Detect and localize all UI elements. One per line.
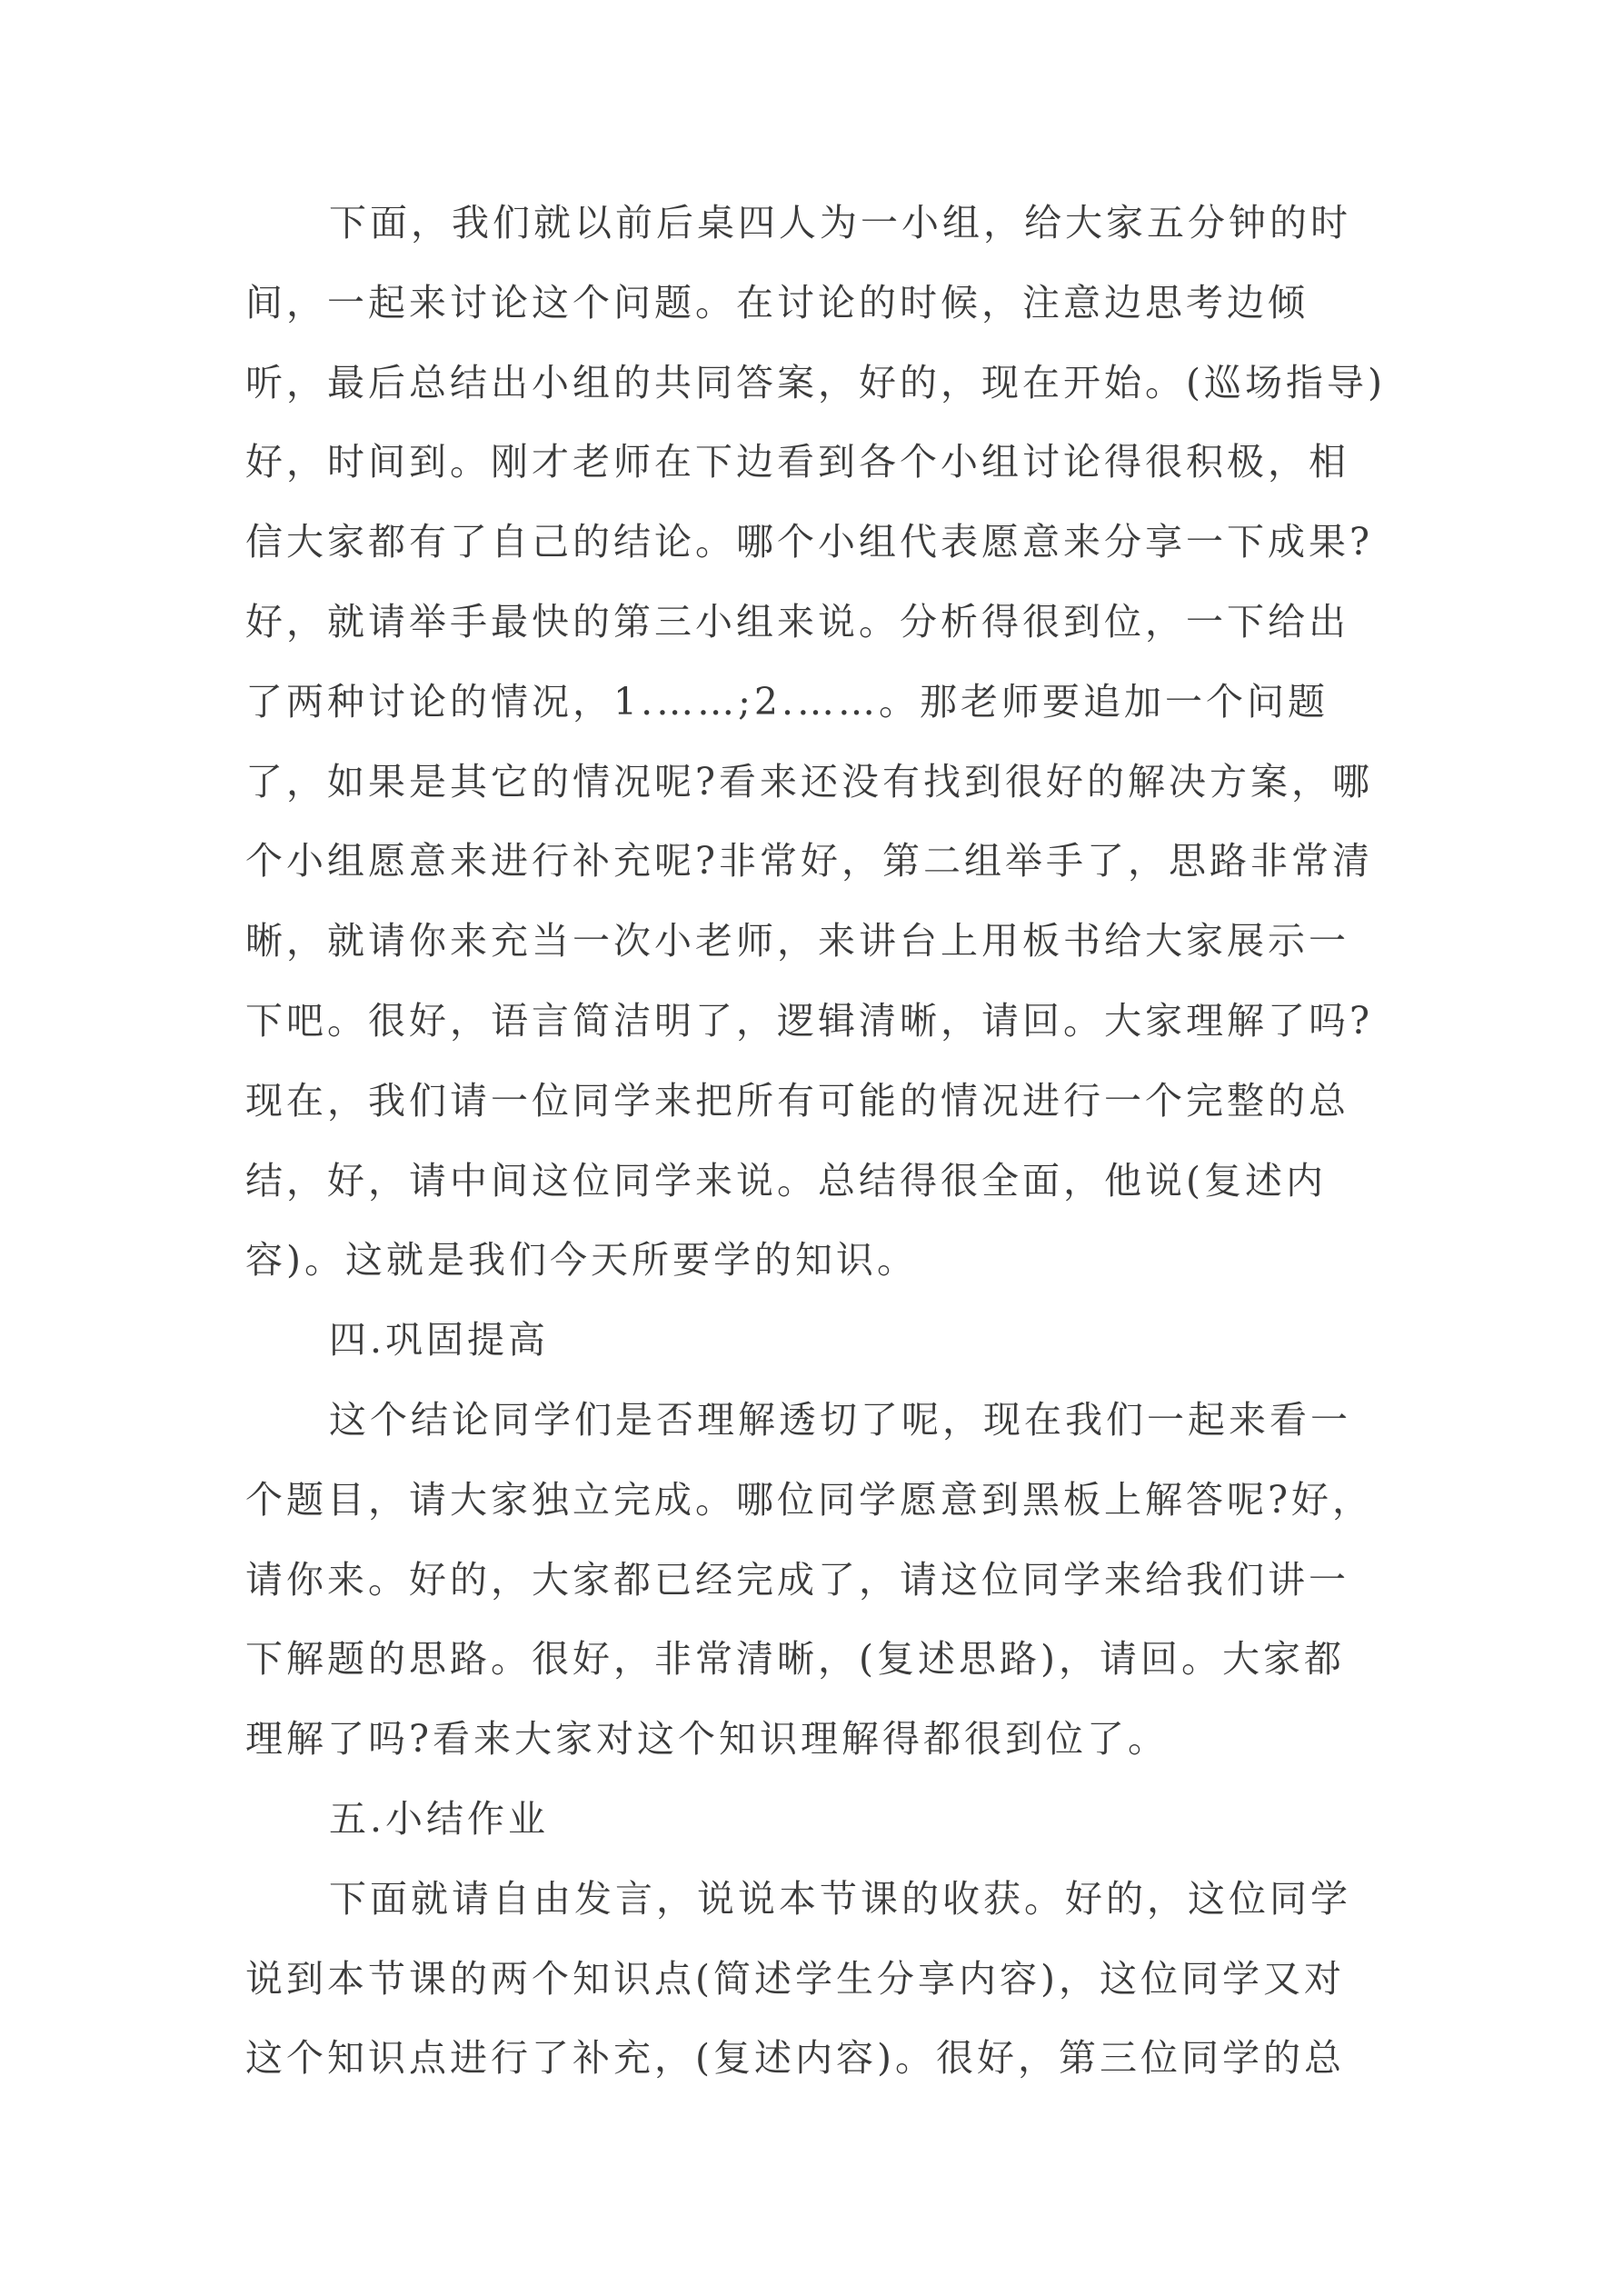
paragraph-line: 容)。这就是我们今天所要学的知识。 (245, 1238, 918, 1282)
paragraph-line: 结，好，请中间这位同学来说。总结得很全面，他说(复述内 (245, 1159, 1327, 1203)
paragraph-line: 现在，我们请一位同学来把所有可能的情况进行一个完整的总 (245, 1079, 1349, 1123)
paragraph-line: 晰，就请你来充当一次小老师，来讲台上用板书给大家展示一 (245, 919, 1349, 963)
paragraph-line: 听，最后总结出小组的共同答案，好的，现在开始。(巡场指导) (245, 361, 1386, 404)
section-heading: 四.巩固提高 (329, 1318, 550, 1362)
paragraph-line: 理解了吗?看来大家对这个知识理解得都很到位了。 (245, 1717, 1169, 1761)
paragraph-line: 间，一起来讨论这个问题。在讨论的时候，注意边思考边倾 (245, 281, 1309, 324)
paragraph-line: 这个知识点进行了补充，(复述内容)。很好，第三位同学的总 (245, 2036, 1345, 2080)
paragraph-line: 信大家都有了自己的结论。哪个小组代表愿意来分享一下成果? (245, 520, 1373, 564)
section-heading: 五.小结作业 (329, 1797, 550, 1841)
paragraph-line: 下吧。很好，语言简洁明了，逻辑清晰，请回。大家理解了吗? (245, 999, 1373, 1043)
paragraph-line: 了，如果是其它的情况呢?看来还没有找到很好的解决方案，哪 (245, 760, 1373, 804)
paragraph-line: 这个结论同学们是否理解透切了呢，现在我们一起来看一 (329, 1398, 1351, 1442)
paragraph-line: 了两种讨论的情况，1.……;2.……。那老师要追加一个问题 (245, 680, 1329, 724)
paragraph-line: 请你来。好的，大家都已经完成了，请这位同学来给我们讲一 (245, 1558, 1349, 1602)
paragraph-line: 下解题的思路。很好，非常清晰，(复述思路)，请回。大家都 (245, 1637, 1345, 1681)
paragraph-line: 说到本节课的两个知识点(简述学生分享内容)，这位同学又对 (245, 1957, 1345, 2001)
paragraph-line: 下面，我们就以前后桌四人为一小组，给大家五分钟的时 (329, 201, 1351, 245)
paragraph-line: 下面就请自由发言，说说本节课的收获。好的，这位同学 (329, 1877, 1351, 1921)
paragraph-line: 好，就请举手最快的第三小组来说。分析得很到位，一下给出 (245, 600, 1349, 644)
paragraph-line: 个题目，请大家独立完成。哪位同学愿意到黑板上解答呢?好， (245, 1478, 1373, 1522)
paragraph-line: 好，时间到。刚才老师在下边看到各个小组讨论得很积极，相 (245, 440, 1349, 484)
paragraph-line: 个小组愿意来进行补充呢?非常好，第二组举手了，思路非常清 (245, 839, 1373, 883)
